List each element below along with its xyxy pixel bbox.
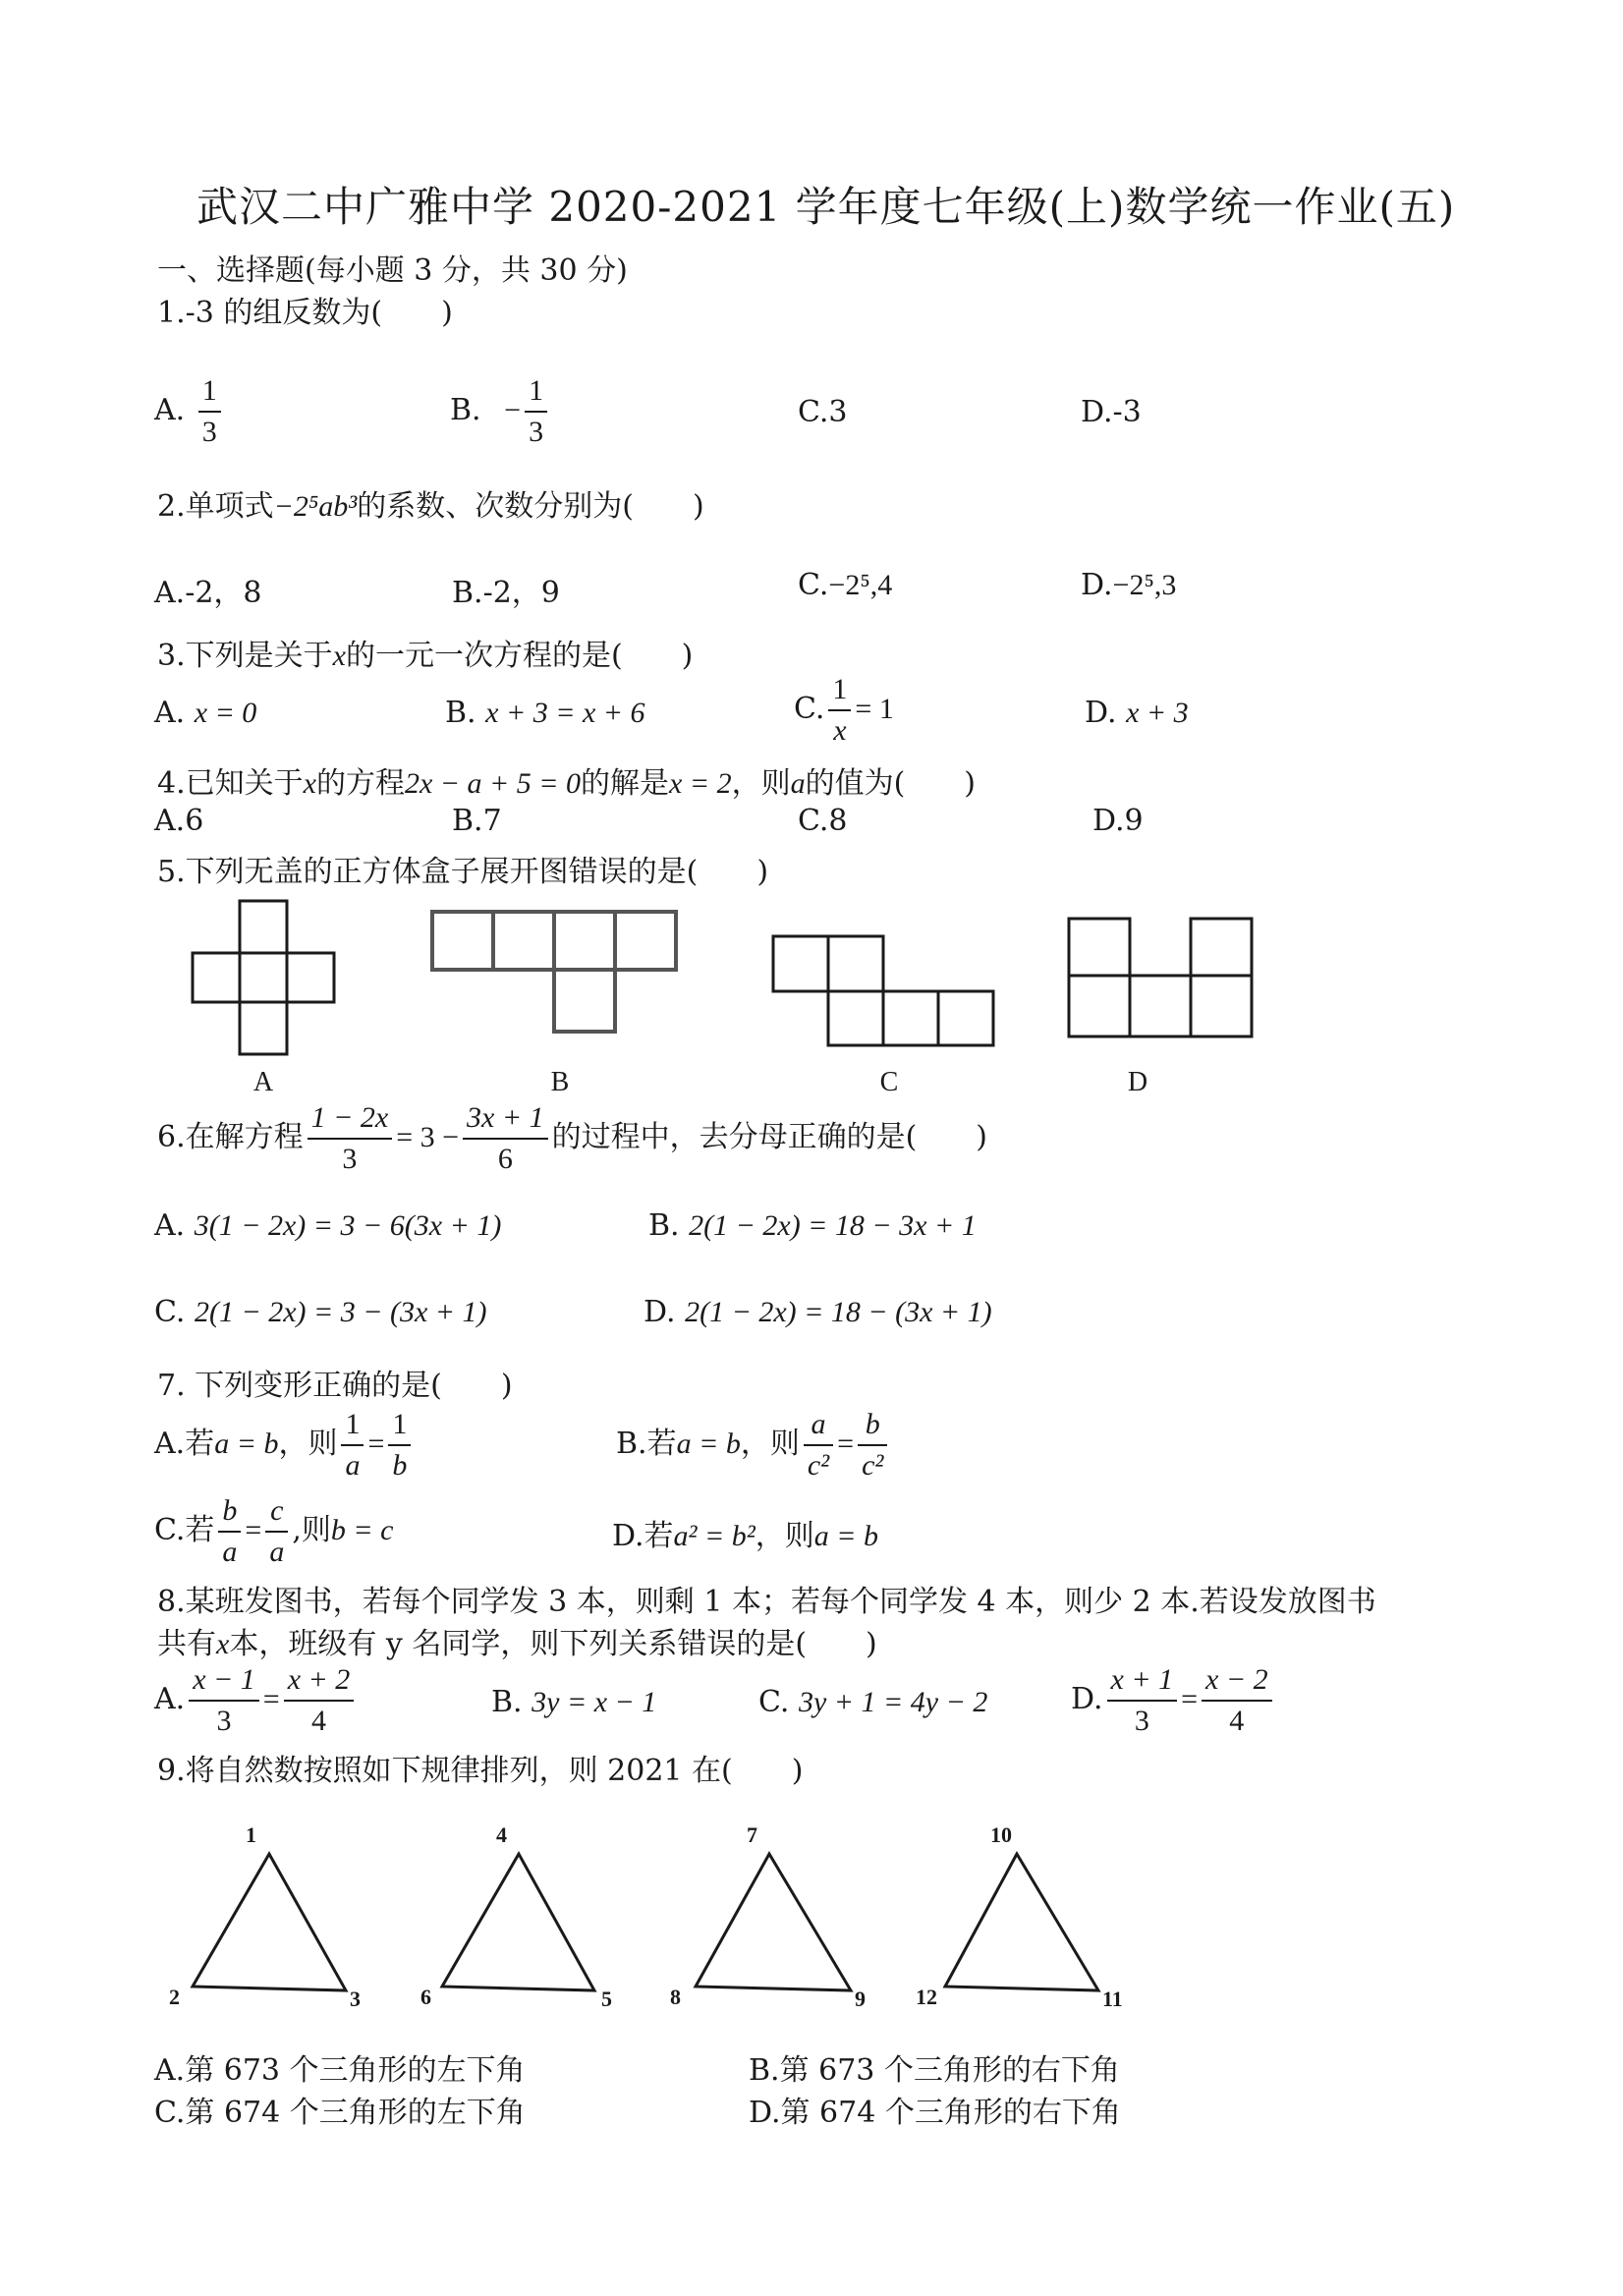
triangle-3	[696, 1854, 851, 1990]
net-c	[773, 936, 993, 1045]
question-7-option-a: A.若a = b，则 $\frac{1}{a}$ = $\frac{1}{b}$	[154, 1405, 415, 1485]
question-6-option-b: B. 2(1 − 2x) = 18 − 3x + 1	[648, 1208, 977, 1243]
question-7-option-c: C.若 $\frac{b}{a}$ = $\frac{c}{a}$ ,则b = c	[154, 1491, 393, 1572]
triangle-1-top: 1	[246, 1822, 256, 1847]
question-1-option-d: D.-3	[1081, 395, 1142, 429]
triangle-4-right: 11	[1102, 1987, 1123, 2011]
question-3-stem: 3.下列是关于x的一元一次方程的是( )	[157, 639, 694, 673]
net-label-c: C	[879, 1067, 899, 1097]
question-3-option-c: C. $\frac{1}{x}$ = 1	[794, 670, 894, 751]
question-3-option-a: A. x = 0	[154, 696, 257, 730]
net-d	[1069, 919, 1252, 1036]
question-2-option-a: A.-2，8	[154, 576, 262, 610]
question-8-option-b: B. 3y = x − 1	[491, 1685, 657, 1719]
question-3-option-d: D. x + 3	[1085, 696, 1189, 730]
net-a	[193, 901, 334, 1054]
question-3-option-b: B. x + 3 = x + 6	[445, 696, 645, 730]
question-2-stem: 2.单项式−2⁵ab³的系数、次数分别为( )	[157, 489, 704, 524]
section-heading: 一、选择题(每小题 3 分，共 30 分)	[157, 253, 628, 288]
question-6-option-c: C. 2(1 − 2x) = 3 − (3x + 1)	[154, 1295, 487, 1329]
question-1-stem: 1.-3 的组反数为( )	[157, 296, 453, 330]
triangle-4	[945, 1854, 1098, 1990]
question-4-option-c: C.8	[798, 804, 848, 838]
triangle-4-left: 12	[916, 1985, 937, 2009]
question-4-option-d: D.9	[1092, 804, 1144, 838]
question-9-option-a: A.第 673 个三角形的左下角	[154, 2053, 526, 2088]
question-6-stem: 6.在解方程 $\frac{1 - 2x}{3}$ = 3 − $\frac{3x + 1}{6}$ 的过程中，去分母正确的是( )	[157, 1098, 987, 1179]
question-8-option-a: A. $\frac{x - 1}{3}$ = $\frac{x + 2}{4}$	[154, 1660, 358, 1741]
question-6-option-d: D. 2(1 − 2x) = 18 − (3x + 1)	[644, 1295, 992, 1329]
question-7-stem: 7. 下列变形正确的是( )	[157, 1369, 513, 1403]
question-8-line-1: 8.某班发图书，若每个同学发 3 本，则剩 1 本；若每个同学发 4 本，则少 2 本.若设发放图书	[157, 1585, 1376, 1619]
question-1-option-b: B. − $\frac{1}{3}$	[450, 371, 551, 452]
triangle-1-left: 2	[169, 1985, 180, 2009]
triangle-4-top: 10	[990, 1822, 1012, 1847]
triangle-2-right: 5	[601, 1987, 612, 2011]
question-2-option-c: C.−2⁵,4	[798, 568, 893, 602]
question-1-option-c: C.3	[798, 395, 848, 429]
question-2-option-b: B.-2，9	[452, 576, 560, 610]
question-9-stem: 9.将自然数按照如下规律排列，则 2021 在( )	[157, 1754, 804, 1788]
triangle-3-right: 9	[855, 1987, 866, 2011]
question-8-line-2: 共有x本，班级有 y 名同学，则下列关系错误的是( )	[157, 1627, 877, 1661]
question-7-option-d: D.若a² = b²，则a = b	[612, 1519, 879, 1553]
question-4-stem: 4.已知关于x的方程2x − a + 5 = 0的解是x = 2，则a的值为( )	[157, 766, 976, 801]
question-1-option-a: A. $\frac{1}{3}$	[154, 371, 225, 452]
page-title: 武汉二中广雅中学 2020-2021 学年度七年级(上)数学统一作业(五)	[196, 183, 1456, 231]
triangle-3-left: 8	[670, 1985, 681, 2009]
net-label-a: A	[252, 1067, 274, 1097]
triangle-1	[193, 1854, 346, 1990]
question-5-stem: 5.下列无盖的正方体盒子展开图错误的是( )	[157, 855, 769, 889]
triangles-figure	[0, 1808, 1375, 2024]
cube-nets-figure	[0, 884, 1375, 1100]
net-label-b: B	[550, 1067, 570, 1097]
triangle-2-top: 4	[496, 1822, 507, 1847]
question-6-option-a: A. 3(1 − 2x) = 3 − 6(3x + 1)	[154, 1208, 502, 1243]
triangle-2	[442, 1854, 594, 1990]
question-9-option-d: D.第 674 个三角形的右下角	[749, 2096, 1121, 2130]
question-2-option-d: D.−2⁵,3	[1081, 568, 1177, 602]
question-9-option-c: C.第 674 个三角形的左下角	[154, 2096, 526, 2130]
question-4-option-b: B.7	[452, 804, 502, 838]
question-8-option-d: D. $\frac{x + 1}{3}$ = $\frac{x - 2}{4}$	[1071, 1660, 1276, 1741]
net-label-d: D	[1127, 1067, 1148, 1097]
triangle-3-top: 7	[747, 1822, 757, 1847]
net-b	[432, 912, 676, 1032]
triangle-2-left: 6	[420, 1985, 431, 2009]
question-4-option-a: A.6	[154, 804, 204, 838]
question-8-option-c: C. 3y + 1 = 4y − 2	[758, 1685, 988, 1719]
question-9-option-b: B.第 673 个三角形的右下角	[749, 2053, 1120, 2088]
triangle-1-right: 3	[350, 1987, 361, 2011]
question-7-option-b: B.若a = b，则 $\frac{a}{\text{c²}}$ = $\frac{b}{\text{c²}}$	[616, 1405, 891, 1485]
